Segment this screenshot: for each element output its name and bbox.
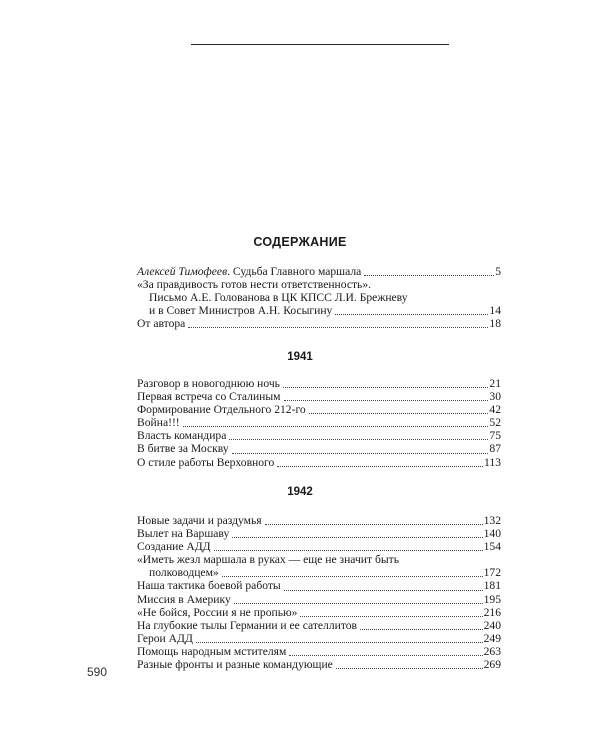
entry-title: Создание АДД: [137, 540, 211, 554]
toc-entry[interactable]: [137, 304, 501, 317]
entry-page: 249: [483, 631, 501, 645]
toc-1942-block: [137, 514, 501, 671]
toc-entry[interactable]: [137, 442, 501, 455]
dot-leader: [188, 317, 488, 328]
toc-entry[interactable]: [137, 416, 501, 429]
entry-page: 52: [489, 416, 501, 430]
toc-entry[interactable]: [137, 593, 501, 606]
toc-entry[interactable]: [137, 645, 501, 658]
entry-page: 14: [489, 304, 501, 318]
dot-leader: [336, 658, 483, 669]
toc-1941-block: [137, 377, 501, 469]
entry-title: Миссия в Америку: [137, 592, 231, 606]
dot-leader: [300, 606, 482, 617]
entry-page: 172: [483, 566, 501, 580]
entry-page: 195: [483, 592, 501, 606]
entry-page: 181: [483, 579, 501, 593]
entry-page: 154: [483, 540, 501, 554]
entry-title: полководцем»: [149, 566, 219, 580]
dot-leader: [283, 377, 488, 388]
author-name: Алексей Тимофеев: [137, 265, 228, 278]
dot-leader: [183, 416, 489, 427]
entry-title: Помощь народным мстителям: [137, 644, 287, 658]
toc-entry[interactable]: [137, 619, 501, 632]
dot-leader: [234, 593, 483, 604]
dot-leader: [277, 456, 483, 467]
entry-page: 18: [489, 317, 501, 331]
entry-title: «Не бойся, России я не пропью»: [137, 605, 298, 619]
entry-title: Судьба Главного маршала: [230, 265, 362, 278]
toc-entry[interactable]: [137, 606, 501, 619]
toc-entry[interactable]: [137, 527, 501, 540]
entry-title: На глубокие тылы Германии и ее сателлитов: [137, 618, 358, 632]
section-heading-1941: 1941: [287, 351, 313, 363]
author-separator: .: [227, 265, 231, 278]
entry-page: 30: [489, 390, 501, 404]
section-heading-1942: 1942: [287, 486, 313, 498]
toc-entry[interactable]: [137, 456, 501, 469]
toc-title: СОДЕРЖАНИЕ: [253, 235, 347, 249]
dot-leader: [284, 390, 489, 401]
entry-page: 5: [495, 265, 501, 278]
entry-title[interactable]: «Иметь жезл маршала в руках — еще не значит быть: [137, 553, 399, 567]
dot-leader: [309, 403, 489, 414]
entry-title: Разные фронты и разные командующие: [137, 658, 333, 672]
dot-leader: [214, 540, 483, 551]
toc-entry[interactable]: [137, 265, 501, 278]
entry-title: Война!!!: [137, 416, 180, 430]
entry-title: Вылет на Варшаву: [137, 527, 230, 541]
entry-title: Разговор в новогоднюю ночь: [137, 377, 280, 390]
entry-title[interactable]: «За правдивость готов нести ответственность».: [137, 278, 372, 292]
toc-entry[interactable]: [137, 317, 501, 330]
toc-entry[interactable]: [137, 390, 501, 403]
entry-page: 263: [483, 644, 501, 658]
dot-leader: [289, 645, 482, 656]
entry-title: и в Совет Министров А.Н. Косыгину: [149, 304, 333, 318]
entry-title: Герои АДД: [137, 631, 193, 645]
toc-entry[interactable]: [137, 658, 501, 671]
dot-leader: [335, 304, 488, 315]
entry-title: Первая встреча со Сталиным: [137, 390, 281, 404]
entry-page: 87: [489, 442, 501, 456]
dot-leader: [360, 619, 483, 630]
entry-title: Власть командира: [137, 429, 227, 443]
toc-entry[interactable]: [137, 514, 501, 527]
entry-title: Новые задачи и раздумья: [137, 514, 262, 527]
entry-page: 216: [483, 605, 501, 619]
dot-leader: [196, 632, 483, 643]
entry-page: 240: [483, 618, 501, 632]
toc-intro-block: [137, 265, 501, 330]
toc-entry[interactable]: [137, 429, 501, 442]
toc-entry[interactable]: [137, 579, 501, 592]
page-number: 590: [87, 665, 108, 679]
entry-title: От автора: [137, 317, 186, 331]
entry-title: Формирование Отдельного 212-го: [137, 403, 306, 417]
entry-title: О стиле работы Верховного: [137, 455, 275, 469]
dot-leader: [232, 443, 489, 454]
toc-entry[interactable]: [137, 377, 501, 390]
toc-entry[interactable]: [137, 632, 501, 645]
top-rule: [191, 44, 449, 45]
dot-leader: [364, 265, 494, 276]
entry-page: 21: [489, 377, 501, 390]
dot-leader: [284, 580, 483, 591]
entry-page: 75: [489, 429, 501, 443]
toc-entry[interactable]: [137, 403, 501, 416]
dot-leader: [232, 527, 482, 538]
toc-entry[interactable]: [137, 540, 501, 553]
entry-page: 113: [484, 455, 501, 469]
toc-entry[interactable]: [137, 566, 501, 579]
entry-page: 132: [483, 514, 501, 527]
dot-leader: [229, 429, 488, 440]
entry-title: В битве за Москву: [137, 442, 229, 456]
dot-leader: [265, 514, 483, 525]
entry-title[interactable]: Письмо А.Е. Голованова в ЦК КПСС Л.И. Брежневу: [149, 291, 408, 305]
entry-title: Наша тактика боевой работы: [137, 579, 281, 593]
dot-leader: [222, 566, 483, 577]
entry-page: 140: [483, 527, 501, 541]
entry-page: 269: [483, 658, 501, 672]
entry-page: 42: [489, 403, 501, 417]
